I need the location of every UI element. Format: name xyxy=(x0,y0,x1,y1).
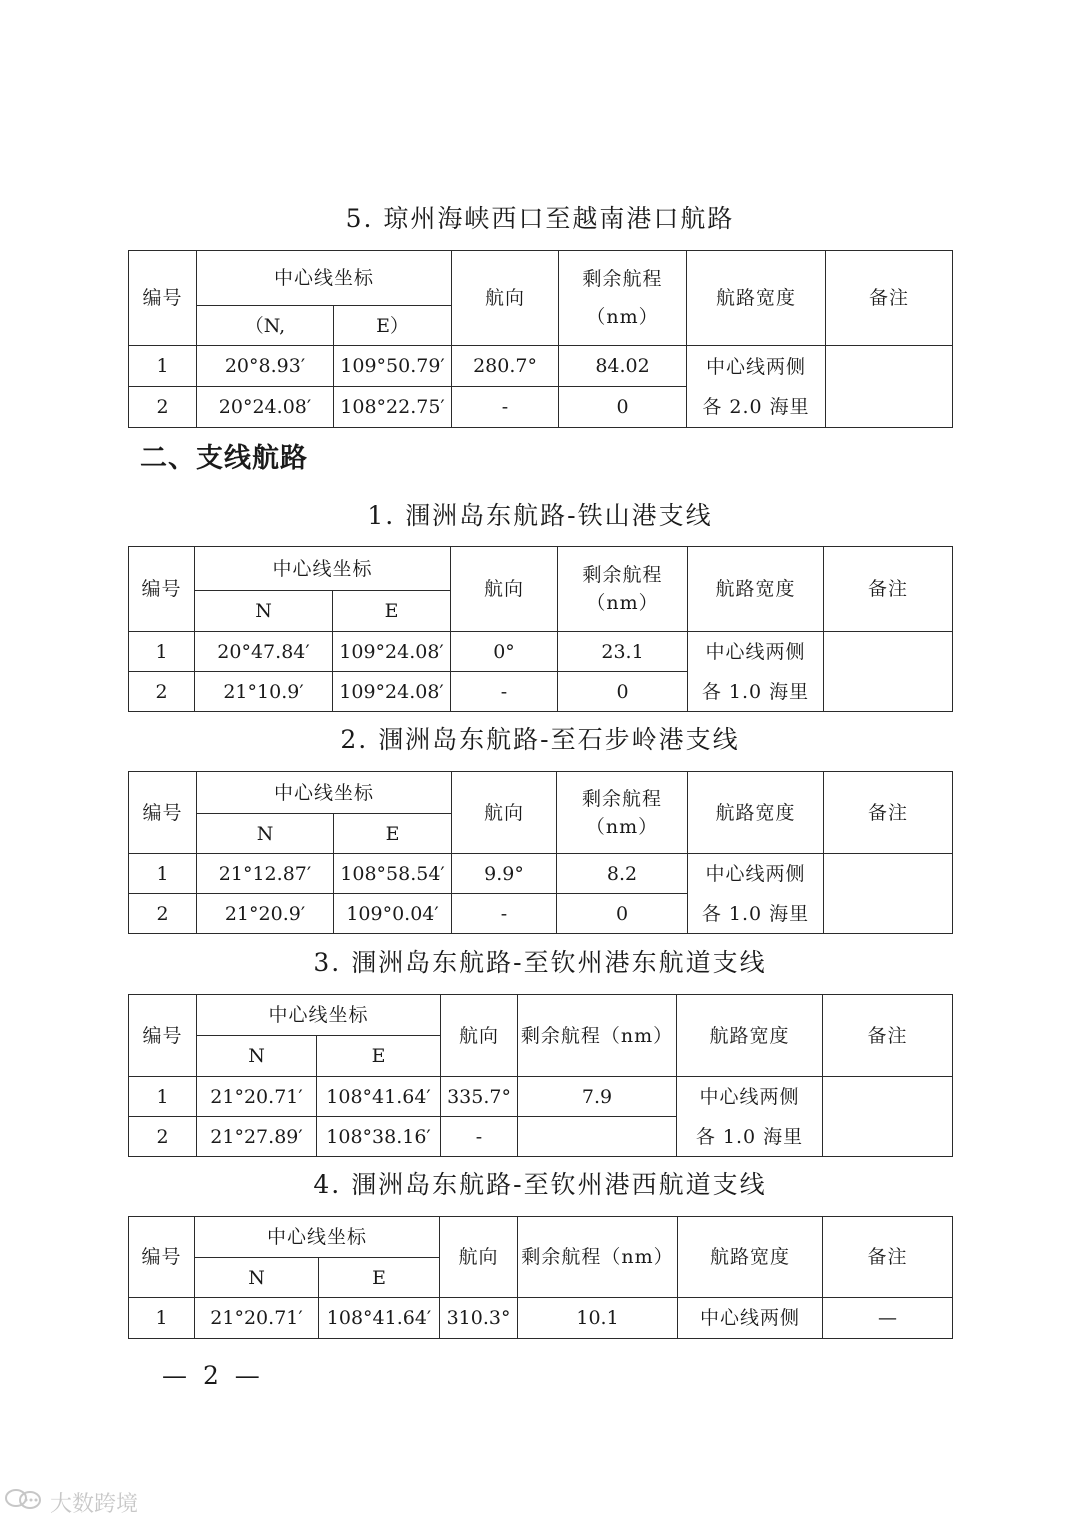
header-center-line: 中心线坐标 xyxy=(195,547,451,591)
header-e: E xyxy=(319,1258,440,1298)
cell-n: 21°27.89′ xyxy=(197,1117,317,1157)
header-remaining-unit: （nm） xyxy=(585,815,659,838)
page-number: — 2 — xyxy=(162,1361,264,1390)
table-row xyxy=(129,1298,953,1339)
cell-n: 21°20.9′ xyxy=(197,894,334,934)
header-width: 航路宽度 xyxy=(687,251,826,346)
header-e: E） xyxy=(334,306,452,346)
cell-n: 21°20.71′ xyxy=(197,1077,317,1117)
cell-width: 中心线两侧 xyxy=(678,1298,823,1339)
header-course: 航向 xyxy=(451,547,558,632)
cell-course: 0° xyxy=(451,632,558,672)
cell-e: 108°22.75′ xyxy=(334,387,452,428)
dialog-bubbles-logo-icon xyxy=(4,1486,44,1518)
cell-id: 1 xyxy=(129,632,195,672)
cell-width-line1: 中心线两侧 xyxy=(706,355,807,378)
table-title-5: 5. 琼州海峡西口至越南港口航路 xyxy=(345,204,735,233)
header-id: 编号 xyxy=(129,1217,195,1298)
cell-remaining: 10.1 xyxy=(518,1298,678,1339)
header-n: N xyxy=(195,1258,319,1298)
cell-e: 109°24.08′ xyxy=(333,632,451,672)
cell-width xyxy=(688,854,824,934)
cell-width xyxy=(687,346,826,428)
cell-id: 1 xyxy=(129,1298,195,1339)
cell-width-line1: 中心线两侧 xyxy=(699,1085,800,1108)
cell-width-line2: 各 1.0 海里 xyxy=(701,680,810,703)
cell-remaining xyxy=(518,1117,677,1157)
cell-id: 1 xyxy=(129,1077,197,1117)
header-e: E xyxy=(334,814,452,854)
header-course: 航向 xyxy=(452,251,559,346)
header-remaining-label: 剩余航程 xyxy=(582,564,663,586)
route-table-3 xyxy=(128,994,953,1157)
cell-width-line1: 中心线两侧 xyxy=(705,862,806,885)
header-remarks: 备注 xyxy=(824,772,953,854)
header-id: 编号 xyxy=(129,251,197,346)
table-title-3: 3. 涠洲岛东航路-至钦州港东航道支线 xyxy=(313,948,767,977)
header-remaining-label: 剩余航程 xyxy=(582,787,663,810)
header-course: 航向 xyxy=(441,995,518,1077)
cell-remaining: 0 xyxy=(559,387,687,428)
cell-id: 2 xyxy=(129,894,197,934)
cell-width-line2: 各 2.0 海里 xyxy=(702,395,810,418)
route-table-4 xyxy=(128,1216,953,1339)
cell-e: 108°41.64′ xyxy=(317,1077,441,1117)
route-table-2 xyxy=(128,771,953,934)
header-center-line: 中心线坐标 xyxy=(197,251,452,306)
cell-id: 1 xyxy=(129,854,197,894)
cell-remarks: — xyxy=(823,1298,953,1339)
cell-remarks xyxy=(826,346,953,428)
header-center-line: 中心线坐标 xyxy=(195,1217,440,1258)
header-remaining xyxy=(559,251,687,346)
watermark-text: 大数跨境 xyxy=(50,1491,139,1517)
header-n: N xyxy=(197,814,334,854)
cell-remaining: 8.2 xyxy=(557,854,688,894)
header-width: 航路宽度 xyxy=(688,547,824,632)
route-table-1 xyxy=(128,546,953,712)
header-id: 编号 xyxy=(129,547,195,632)
cell-course: - xyxy=(452,894,557,934)
cell-width-line1: 中心线两侧 xyxy=(705,640,806,663)
cell-e: 109°24.08′ xyxy=(333,672,451,712)
cell-e: 108°38.16′ xyxy=(317,1117,441,1157)
cell-course: 9.9° xyxy=(452,854,557,894)
header-n: N xyxy=(195,591,333,632)
header-remarks: 备注 xyxy=(823,1217,953,1298)
cell-n: 20°47.84′ xyxy=(195,632,333,672)
header-remaining-inline: 剩余航程（nm） xyxy=(518,995,677,1077)
cell-id: 2 xyxy=(129,387,197,428)
cell-remaining: 23.1 xyxy=(558,632,688,672)
header-remarks: 备注 xyxy=(826,251,953,346)
table-row xyxy=(129,1077,953,1117)
header-remaining-label: 剩余航程 xyxy=(582,268,663,290)
table-row xyxy=(129,632,953,672)
cell-e: 108°41.64′ xyxy=(319,1298,440,1339)
cell-remarks xyxy=(824,632,953,712)
header-remaining xyxy=(557,772,688,854)
cell-course: 335.7° xyxy=(441,1077,518,1117)
header-course: 航向 xyxy=(440,1217,518,1298)
header-course: 航向 xyxy=(452,772,557,854)
cell-course: 310.3° xyxy=(440,1298,518,1339)
table-title-4: 4. 涠洲岛东航路-至钦州港西航道支线 xyxy=(313,1170,767,1199)
cell-course: 280.7° xyxy=(452,346,559,387)
cell-width-line2: 各 1.0 海里 xyxy=(701,902,810,925)
cell-remarks xyxy=(824,854,953,934)
header-remaining xyxy=(558,547,688,632)
cell-e: 109°50.79′ xyxy=(334,346,452,387)
cell-n: 21°12.87′ xyxy=(197,854,334,894)
header-n: N xyxy=(197,1036,317,1077)
cell-e: 108°58.54′ xyxy=(334,854,452,894)
route-table-5 xyxy=(128,250,953,428)
cell-e: 109°0.04′ xyxy=(334,894,452,934)
header-remaining-unit: （nm） xyxy=(586,592,659,614)
cell-remaining: 0 xyxy=(557,894,688,934)
cell-n: 20°8.93′ xyxy=(197,346,334,387)
section-heading-branch-routes: 二、支线航路 xyxy=(140,443,308,474)
cell-n: 20°24.08′ xyxy=(197,387,334,428)
cell-course: - xyxy=(441,1117,518,1157)
cell-n: 21°20.71′ xyxy=(195,1298,319,1339)
table-row xyxy=(129,346,953,387)
cell-remarks xyxy=(823,1077,953,1157)
header-center-line: 中心线坐标 xyxy=(197,995,441,1036)
header-center-line: 中心线坐标 xyxy=(197,772,452,814)
table-title-1: 1. 涠洲岛东航路-铁山港支线 xyxy=(367,501,713,530)
cell-n: 21°10.9′ xyxy=(195,672,333,712)
header-remaining-inline: 剩余航程（nm） xyxy=(518,1217,678,1298)
cell-id: 2 xyxy=(129,672,195,712)
header-n: （N, xyxy=(197,306,334,346)
header-id: 编号 xyxy=(129,772,197,854)
header-e: E xyxy=(333,591,451,632)
watermark xyxy=(4,1487,138,1517)
header-width: 航路宽度 xyxy=(688,772,824,854)
cell-width-line2: 各 1.0 海里 xyxy=(695,1125,804,1148)
header-id: 编号 xyxy=(129,995,197,1077)
cell-width xyxy=(688,632,824,712)
header-remarks: 备注 xyxy=(824,547,953,632)
cell-remaining: 0 xyxy=(558,672,688,712)
cell-course: - xyxy=(452,387,559,428)
cell-remaining: 84.02 xyxy=(559,346,687,387)
cell-width xyxy=(677,1077,823,1157)
table-title-2: 2. 涠洲岛东航路-至石步岭港支线 xyxy=(340,725,740,754)
header-width: 航路宽度 xyxy=(677,995,823,1077)
cell-id: 2 xyxy=(129,1117,197,1157)
cell-id: 1 xyxy=(129,346,197,387)
header-width: 航路宽度 xyxy=(678,1217,823,1298)
table-row xyxy=(129,854,953,894)
header-e: E xyxy=(317,1036,441,1077)
cell-course: - xyxy=(451,672,558,712)
header-remarks: 备注 xyxy=(823,995,953,1077)
header-remaining-unit: （nm） xyxy=(586,306,659,328)
cell-remaining: 7.9 xyxy=(518,1077,677,1117)
